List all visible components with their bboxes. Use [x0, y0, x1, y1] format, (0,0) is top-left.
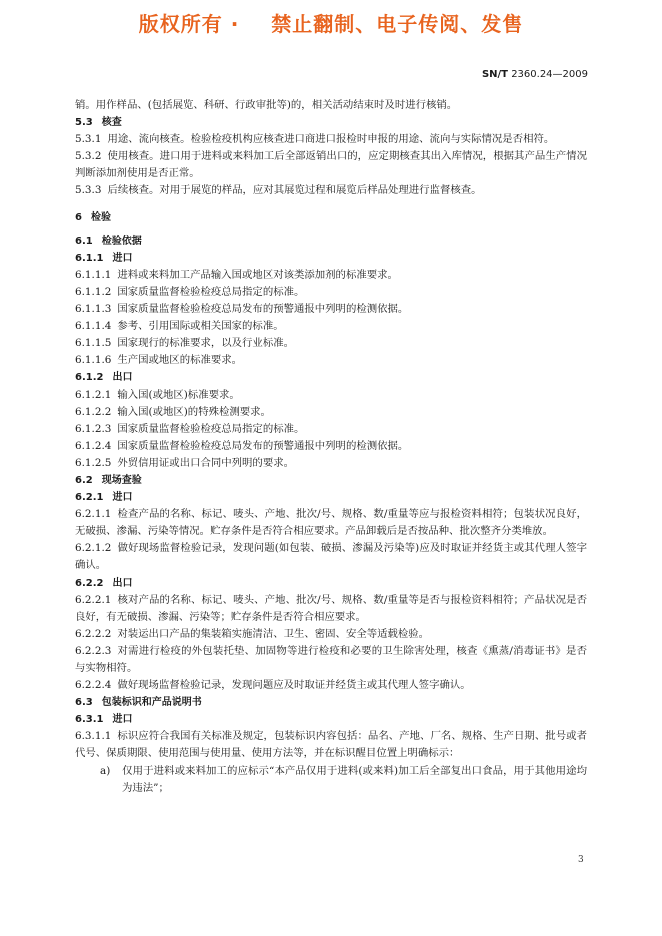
clause-paragraph	[75, 301, 587, 318]
clause-text: 使用核查。进口用于进料或来料加工后全部返销出口的，应定期核查其出入库情况，根据其产品生产情况判断添加剂使用是否正常。	[75, 150, 587, 180]
clause-number: 6.1.1	[75, 252, 104, 264]
clause-number: a)	[100, 764, 111, 777]
standard-number	[482, 69, 588, 80]
clause-paragraph	[75, 131, 587, 148]
clause-number: 6.2.2.4	[75, 679, 112, 692]
clause-number: 6.1.1.3	[75, 303, 112, 316]
clause-paragraph	[75, 728, 587, 762]
clause-text: 对装运出口产品的集装箱实施清洁、卫生、密固、安全等适载检验。	[117, 627, 430, 640]
section-heading	[75, 369, 587, 386]
clause-text: 进料或来料加工产品输入国或地区对该类添加剂的标准要求。	[117, 268, 398, 281]
clause-number: 5.3	[75, 117, 93, 129]
clause-number: 6.2.1.1	[75, 508, 112, 521]
clause-number: 6.1.2.5	[75, 456, 112, 469]
section-heading	[75, 694, 587, 711]
standard-code: 2360.24—2009	[511, 69, 588, 80]
clause-paragraph	[75, 438, 587, 455]
clause-paragraph	[75, 592, 587, 626]
clause-text: 核查	[101, 117, 122, 129]
clause-paragraph	[75, 318, 587, 335]
clause-text: 现场查验	[101, 474, 142, 486]
clause-paragraph	[75, 335, 587, 352]
clause-text: 国家质量监督检验检疫总局发布的预警通报中列明的检测依据。	[117, 303, 409, 316]
clause-number: 6.2.2.2	[75, 627, 112, 640]
clause-number: 6	[75, 211, 82, 223]
section-heading	[75, 250, 587, 267]
clause-paragraph	[75, 626, 587, 643]
clause-number: 6.2.2.3	[75, 644, 112, 657]
clause-text: 国家质量监督检验检疫总局指定的标准。	[117, 422, 305, 435]
clause-text: 检验	[90, 211, 111, 223]
clause-text: 检验依据	[101, 235, 142, 247]
clause-text: 包装标识和产品说明书	[101, 697, 202, 709]
standard-prefix: SN/T	[481, 69, 508, 80]
clause-paragraph	[75, 267, 587, 284]
clause-text: 外贸信用证或出口合同中列明的要求。	[117, 456, 294, 469]
clause-paragraph	[75, 677, 587, 694]
clause-paragraph	[75, 421, 587, 438]
clause-text: 国家现行的标准要求，以及行业标准。	[117, 337, 294, 350]
document-body	[75, 97, 587, 797]
clause-paragraph	[75, 148, 587, 182]
clause-text: 销。用作样品、(包括展览、科研、行政审批等)的，相关活动结束时及时进行核销。	[75, 99, 458, 111]
clause-number: 5.3.3	[75, 184, 102, 197]
clause-text: 标识应符合我国有关标准及规定，包装标识内容包括：品名、产地、厂名、规格、生产日期、批号或者代号、保质期限、使用范围与使用量、使用方法等，并在标识醒目位置上明确标示：	[75, 730, 587, 760]
clause-text: 进口	[112, 252, 133, 264]
clause-text: 做好现场监督检验记录，发现问题(如包装、破损、渗漏及污染等)应及时取证并经货主或其代理人签字确认。	[75, 542, 587, 572]
list-item	[75, 763, 587, 797]
section-heading	[75, 472, 587, 489]
clause-text: 核对产品的名称、标记、唛头、产地、批次/号、规格、数/重量等是否与报检资料相符；产品状况是否良好，有无破损、渗漏、污染等；贮存条件是否符合相应要求。	[75, 593, 587, 623]
clause-text: 国家质量监督检验检疫总局指定的标准。	[117, 285, 305, 298]
clause-text: 做好现场监督检验记录，发现问题应及时取证并经货主或其代理人签字确认。	[117, 679, 471, 692]
clause-text: 国家质量监督检验检疫总局发布的预警通报中列明的检测依据。	[117, 439, 409, 452]
clause-text: 检查产品的名称、标记、唛头、产地、批次/号、规格、数/重量等应与报检资料相符；包装状况良好，无破损、渗漏、污染等情况。贮存条件是否符合相应要求。产品卸载后是否按品种、批次整齐分类堆放。	[75, 508, 587, 538]
clause-text: 进口	[112, 492, 133, 504]
clause-paragraph	[75, 284, 587, 301]
clause-paragraph	[75, 182, 587, 199]
clause-text: 后续核查。对用于展览的样品，应对其展览过程和展览后样品处理进行监督核查。	[107, 184, 482, 197]
clause-number: 6.1.1.2	[75, 285, 112, 298]
clause-text: 输入国(或地区)标准要求。	[117, 388, 240, 401]
clause-number: 6.1.2.3	[75, 422, 112, 435]
clause-paragraph	[75, 455, 587, 472]
clause-text: 参考、引用国际或相关国家的标准。	[117, 320, 284, 333]
section-heading	[75, 233, 587, 250]
clause-number: 6.2	[75, 474, 93, 486]
clause-text: 对需进行检疫的外包装托垫、加固物等进行检疫和必要的卫生除害处理，核查《熏蒸/消毒证书》是否与实物相符。	[75, 644, 587, 674]
clause-text: 出口	[112, 577, 133, 589]
clause-text: 生产国或地区的标准要求。	[117, 354, 243, 367]
section-heading	[75, 489, 587, 506]
clause-number: 6.2.1	[75, 492, 104, 504]
clause-paragraph	[75, 404, 587, 421]
clause-number: 6.3.1	[75, 714, 104, 726]
clause-number: 6.1.1.6	[75, 354, 112, 367]
section-heading	[75, 711, 587, 728]
clause-number: 6.1.1.4	[75, 320, 112, 333]
clause-paragraph	[75, 540, 587, 574]
clause-paragraph	[75, 97, 587, 114]
page-number: 3	[578, 855, 584, 865]
clause-text: 进口	[112, 714, 133, 726]
clause-number: 6.3.1.1	[75, 730, 112, 743]
clause-number: 6.1.2	[75, 372, 104, 384]
clause-number: 6.2.2	[75, 577, 104, 589]
clause-number: 6.1.2.1	[75, 388, 112, 401]
clause-number: 6.2.2.1	[75, 593, 112, 606]
clause-number: 6.1.2.4	[75, 439, 112, 452]
clause-paragraph	[75, 352, 587, 369]
clause-number: 6.2.1.2	[75, 542, 112, 555]
clause-number: 6.1.1.1	[75, 268, 112, 281]
clause-number: 5.3.1	[75, 133, 102, 146]
clause-number: 6.3	[75, 697, 93, 709]
clause-paragraph	[75, 387, 587, 404]
clause-text: 用途、流向核查。检验检疫机构应核查进口商进口报检时申报的用途、流向与实际情况是否相符。	[107, 133, 555, 146]
clause-number: 6.1	[75, 235, 93, 247]
section-heading	[75, 114, 587, 131]
clause-number: 6.1.2.2	[75, 405, 112, 418]
clause-text: 出口	[112, 372, 133, 384]
clause-number: 6.1.1.5	[75, 337, 112, 350]
clause-paragraph	[75, 506, 587, 540]
clause-number: 5.3.2	[75, 150, 102, 163]
clause-paragraph	[75, 643, 587, 677]
watermark-banner: 版权所有 · 禁止翻制、电子传阅、发售	[138, 12, 524, 36]
section-heading	[75, 209, 587, 226]
clause-text: 输入国(或地区)的特殊检测要求。	[117, 405, 271, 418]
section-heading	[75, 575, 587, 592]
clause-text: 仅用于进料或来料加工的应标示“本产品仅用于进料(或来料)加工后全部复出口食品，用于其他用途均为违法”；	[122, 764, 587, 794]
